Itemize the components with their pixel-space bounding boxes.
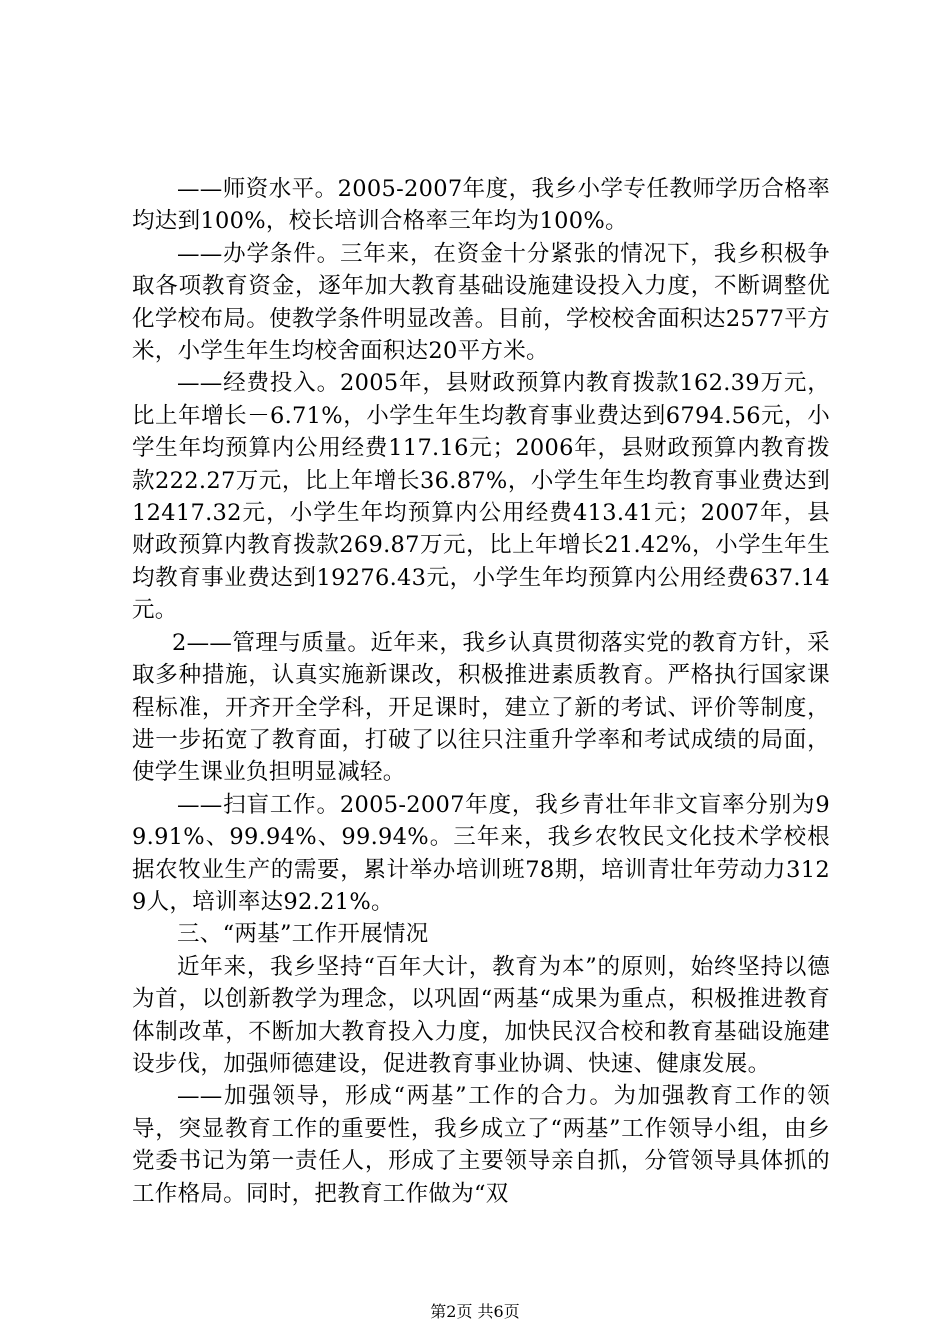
section-heading-liangji: 三、“两基”工作开展情况 xyxy=(177,921,429,948)
document-body xyxy=(132,173,830,1210)
paragraph-management-quality: 2——管理与质量。近年来，我乡认真贯彻落实党的教育方针，采取多种措施，认真实施新课改，积极推进素质教育。严格执行国家课程标准，开齐开全学科，开足课时，建立了新的考试、评价等制度，进一步拓宽了教育面，打破了以往只注重升学率和考试成绩的局面，使学生课业负担明显减轻。 xyxy=(132,629,830,786)
page-footer: 第2页 共6页 xyxy=(430,1302,520,1321)
paragraph-funding: ——经费投入。2005年，县财政预算内教育拨款162.39万元，比上年增长－6.71%，小学生年生均教育事业费达到6794.56元，小学生年均预算内公用经费117.16元；2006年，县财政预算内教育拨款222.27万元，比上年增长36.87%，小学生年生均教育事业费达到12417.32元，小学生年均预算内公用经费413.41元；2007年，县财政预算内教育拨款269.87万元，比上年增长21.42%，小学生年生均教育事业费达到19276.43元，小学生年均预算内公用经费637.14元。 xyxy=(132,370,830,624)
paragraph-literacy: ——扫盲工作。2005-2007年度，我乡青壮年非文盲率分别为99.91%、99.94%、99.94%。三年来，我乡农牧民文化技术学校根据农牧业生产的需要，累计举办培训班78期，培训青壮年劳动力3129人，培训率达92.21%。 xyxy=(132,791,830,915)
paragraph-liangji-overview: 近年来，我乡坚持“百年大计，教育为本”的原则，始终坚持以德为首，以创新教学为理念，以巩固“两基“成果为重点，积极推进教育体制改革，不断加大教育投入力度，加快民汉合校和教育基础设施建设步伐，加强师德建设，促进教育事业协调、快速、健康发展。 xyxy=(132,953,830,1077)
paragraph-leadership: ——加强领导，形成“两基”工作的合力。为加强教育工作的领导，突显教育工作的重要性，我乡成立了“两基”工作领导小组，由乡党委书记为第一责任人，形成了主要领导亲自抓，分管领导具体抓的工作格局。同时，把教育工作做为“双 xyxy=(132,1083,830,1207)
paragraph-teacher-level: ——师资水平。2005-2007年度，我乡小学专任教师学历合格率均达到100%，校长培训合格率三年均为100%。 xyxy=(132,176,830,235)
paragraph-school-conditions: ——办学条件。三年来，在资金十分紧张的情况下，我乡积极争取各项教育资金，逐年加大教育基础设施建设投入力度，不断调整优化学校布局。使教学条件明显改善。目前，学校校舍面积达2577平方米，小学生年生均校舍面积达20平方米。 xyxy=(132,240,830,365)
